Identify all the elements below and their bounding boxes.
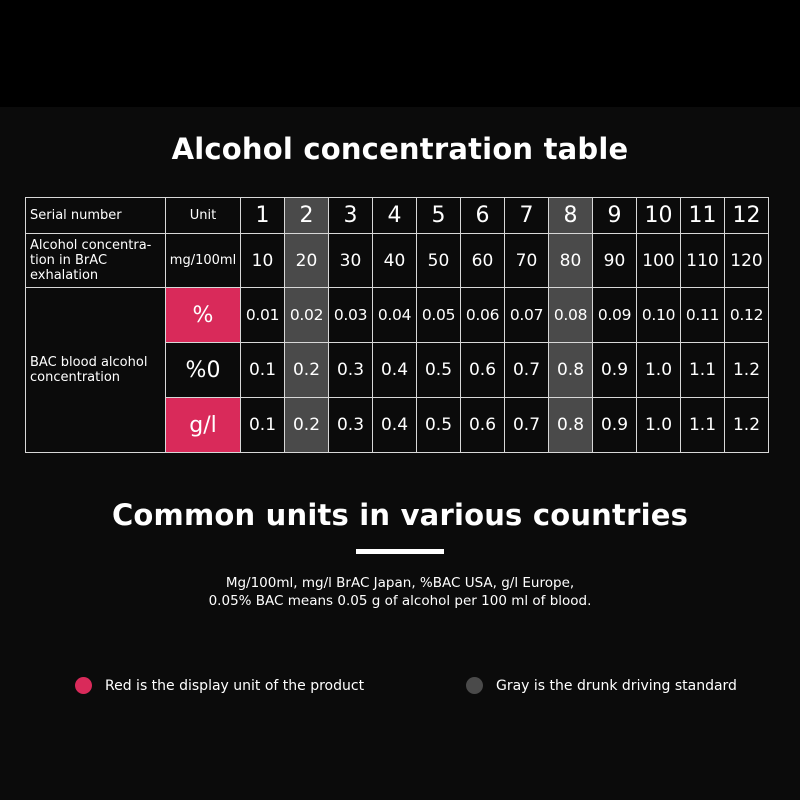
bac-value: 0.6 bbox=[461, 398, 505, 453]
bac-value: 1.1 bbox=[681, 398, 725, 453]
serial-cell: 10 bbox=[637, 198, 681, 234]
brac-value: 120 bbox=[725, 234, 769, 288]
bac-value: 0.10 bbox=[637, 288, 681, 343]
bac-value: 0.02 bbox=[285, 288, 329, 343]
bac-value: 0.5 bbox=[417, 343, 461, 398]
serial-cell: 5 bbox=[417, 198, 461, 234]
brac-value: 50 bbox=[417, 234, 461, 288]
bac-value: 0.8 bbox=[549, 343, 593, 398]
brac-value: 100 bbox=[637, 234, 681, 288]
bac-value: 0.05 bbox=[417, 288, 461, 343]
bac-value: 0.09 bbox=[593, 288, 637, 343]
bac-value: 0.4 bbox=[373, 398, 417, 453]
header-row bbox=[26, 198, 769, 234]
red-dot-icon bbox=[75, 677, 92, 694]
legend-gray-label: Gray is the drunk driving standard bbox=[496, 677, 737, 694]
bac-value: 1.2 bbox=[725, 398, 769, 453]
brac-value: 40 bbox=[373, 234, 417, 288]
bac-value: 1.0 bbox=[637, 398, 681, 453]
brac-row bbox=[26, 234, 769, 288]
bac-label: BAC blood alcohol concentration bbox=[26, 288, 166, 453]
brac-value: 10 bbox=[241, 234, 285, 288]
bac-value: 0.3 bbox=[329, 343, 373, 398]
brac-value: 60 bbox=[461, 234, 505, 288]
bac-value: 0.3 bbox=[329, 398, 373, 453]
bac-value: 0.2 bbox=[285, 398, 329, 453]
section-subtitle: Common units in various countries bbox=[111, 498, 689, 532]
note-line: 0.05% BAC means 0.05 g of alcohol per 100 ml of blood. bbox=[208, 593, 592, 609]
serial-cell: 4 bbox=[373, 198, 417, 234]
bac-value: 0.08 bbox=[549, 288, 593, 343]
page-title: Alcohol concentration table bbox=[171, 132, 629, 166]
bac-value: 0.04 bbox=[373, 288, 417, 343]
gray-dot-icon bbox=[466, 677, 483, 694]
brac-label: Alcohol concentra-tion in BrAC exhalation bbox=[26, 234, 166, 288]
bac-value: 1.1 bbox=[681, 343, 725, 398]
bac-value: 0.01 bbox=[241, 288, 285, 343]
legend-gray bbox=[466, 677, 737, 694]
bac-value: 0.03 bbox=[329, 288, 373, 343]
bac-value: 1.2 bbox=[725, 343, 769, 398]
serial-cell: 6 bbox=[461, 198, 505, 234]
bac-value: 0.9 bbox=[593, 343, 637, 398]
bac-value: 0.9 bbox=[593, 398, 637, 453]
bac-percent-row bbox=[26, 288, 769, 343]
serial-cell: 3 bbox=[329, 198, 373, 234]
divider bbox=[356, 549, 444, 554]
brac-value: 30 bbox=[329, 234, 373, 288]
bac-value: 0.12 bbox=[725, 288, 769, 343]
bac-value: 0.1 bbox=[241, 343, 285, 398]
brac-value: 90 bbox=[593, 234, 637, 288]
serial-cell: 1 bbox=[241, 198, 285, 234]
serial-cell: 9 bbox=[593, 198, 637, 234]
unit-header: Unit bbox=[166, 198, 241, 234]
concentration-table bbox=[25, 197, 769, 453]
brac-value: 70 bbox=[505, 234, 549, 288]
unit-percent: % bbox=[166, 288, 241, 343]
note-line: Mg/100ml, mg/l BrAC Japan, %BAC USA, g/l Europe, bbox=[225, 575, 575, 591]
bac-value: 0.4 bbox=[373, 343, 417, 398]
legend-red-label: Red is the display unit of the product bbox=[105, 677, 365, 694]
bac-value: 0.5 bbox=[417, 398, 461, 453]
bac-value: 0.11 bbox=[681, 288, 725, 343]
serial-cell: 7 bbox=[505, 198, 549, 234]
serial-cell: 2 bbox=[285, 198, 329, 234]
brac-value: 80 bbox=[549, 234, 593, 288]
serial-number-label: Serial number bbox=[26, 198, 166, 234]
bac-value: 0.06 bbox=[461, 288, 505, 343]
bac-value: 1.0 bbox=[637, 343, 681, 398]
bac-value: 0.7 bbox=[505, 398, 549, 453]
bac-value: 0.07 bbox=[505, 288, 549, 343]
brac-unit: mg/100ml bbox=[166, 234, 241, 288]
bac-value: 0.6 bbox=[461, 343, 505, 398]
bac-value: 0.2 bbox=[285, 343, 329, 398]
serial-cell: 8 bbox=[549, 198, 593, 234]
legend-red bbox=[75, 677, 364, 694]
unit-gl: g/l bbox=[166, 398, 241, 453]
brac-value: 110 bbox=[681, 234, 725, 288]
unit-permille: %0 bbox=[166, 343, 241, 398]
bac-value: 0.8 bbox=[549, 398, 593, 453]
bac-value: 0.7 bbox=[505, 343, 549, 398]
bac-value: 0.1 bbox=[241, 398, 285, 453]
serial-cell: 12 bbox=[725, 198, 769, 234]
brac-value: 20 bbox=[285, 234, 329, 288]
serial-cell: 11 bbox=[681, 198, 725, 234]
